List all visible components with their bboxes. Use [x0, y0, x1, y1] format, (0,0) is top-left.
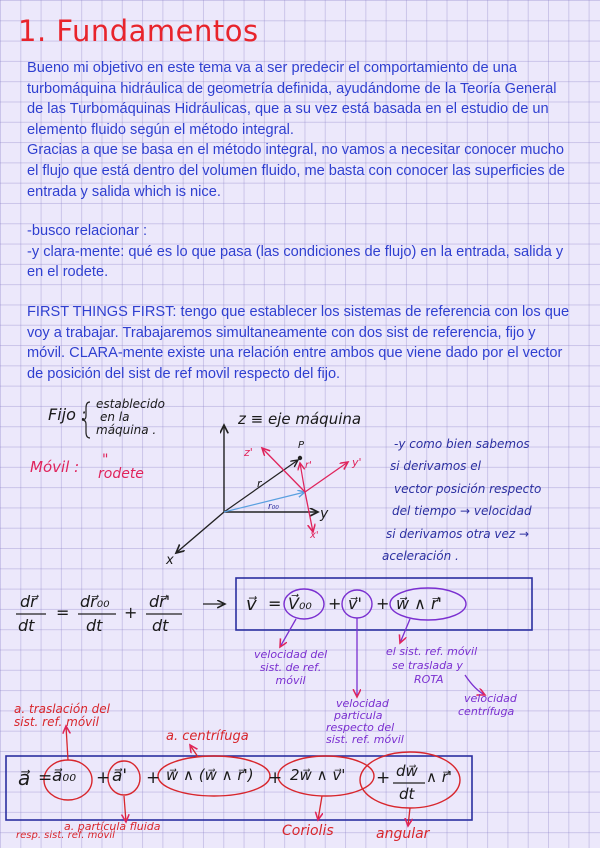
dr00-denominator: dt [86, 616, 103, 635]
plus-7: + [376, 768, 391, 788]
annot-centrifugal-velocity: velocidad centrífuga [458, 692, 517, 718]
movil-label: Móvil : [30, 458, 80, 476]
objective-paragraph: -busco relacionar : -y clara-mente: qué es lo que pasa (las condiciones de flujo) en la entrada, salida y en el rodete. [27, 223, 564, 281]
centrifugal-term: w⃗ ∧ (w⃗ ∧ r⃗') [166, 766, 254, 784]
r00-label: r₀₀ [268, 502, 279, 512]
annot-velocity-frame: velocidad del sist. de ref. móvil [254, 648, 328, 687]
annot-frame-moves: el sist. ref. móvil se traslada y ROTA [386, 645, 478, 686]
aprime-term: a⃗' [112, 766, 128, 786]
movil-ditto: " [102, 452, 109, 468]
annot-resp: resp. sist. ref. móvil [16, 830, 115, 841]
angular-denominator: dt [399, 785, 415, 803]
point-p [298, 456, 302, 460]
dr-denominator: dt [18, 616, 35, 635]
a-vector: a⃗ [18, 766, 31, 790]
plus-3: + [376, 594, 390, 613]
plus-4: + [96, 768, 111, 788]
x-axis [176, 512, 224, 553]
drprime-numerator: dr⃗' [149, 592, 171, 611]
y-axis-label: y [320, 506, 329, 522]
intro-paragraph: Bueno mi objetivo en este tema va a ser predecir el comportamiento de una turbomáquina hidráulica de geometría definida, ayudándome de la Teoría General de las Turbomáquinas Hidráulicas, que a su vez está basada en el estudio de un elemento fluido según el método integral. Gracias a que se basa en el método integral, no vamos a necesitar conocer mucho el flujo que está dentro del volumen fluido, me basta con conocer las superficies de entrada y salida which is nice. [27, 60, 565, 200]
x-axis-label: x [166, 553, 174, 568]
dr-numerator: dr⃗ [20, 592, 37, 611]
vprime-term: v⃗' [348, 594, 362, 613]
plus-1: + [124, 603, 138, 622]
coriolis-term: 2w⃗ ∧ v⃗' [290, 766, 346, 784]
z-axis-label: z ≡ eje máquina [238, 410, 362, 428]
plus-2: + [328, 594, 342, 613]
movil-description: rodete [98, 466, 144, 482]
reference-systems-paragraph: FIRST THINGS FIRST: tengo que establecer los sistemas de referencia con los que voy a trabajar. Trabajaremos simultaneamente con dos sist de referencia, fijo y móvil. CLARA-mente existe una relación entre ambos que viene dado por el vector de posición del sist de ref movil respecto del fijo. [27, 304, 570, 382]
angular-numerator: dw⃗ [396, 762, 418, 780]
annot-angular: angular [376, 826, 430, 842]
annot-centrifugal-accel: a. centrífuga [166, 729, 249, 744]
v00-term: V⃗₀₀ [288, 594, 312, 613]
zprime-axis [262, 448, 305, 492]
annot-particle-accel: a. partícula fluida [64, 820, 161, 833]
dr00-numerator: dr⃗₀₀ [80, 592, 110, 611]
rprime-label: r' [305, 460, 312, 471]
fijo-label: Fijo : [48, 405, 87, 424]
annot-translation-accel: a. traslación del sist. ref. móvil [14, 702, 110, 729]
point-p-label: P [298, 440, 305, 451]
r00-vector [224, 492, 305, 512]
page-title: 1. Fundamentos [18, 14, 259, 48]
plus-6: + [268, 768, 283, 788]
annot-particle-velocity: velocidad particula respecto del sist. ref. móvil [326, 697, 404, 746]
zprime-label: z' [244, 446, 253, 459]
a00-term: a⃗₀₀ [52, 766, 77, 786]
eq-sign-3: = [38, 768, 53, 788]
annot-coriolis: Coriolis [282, 823, 334, 839]
drprime-denominator: dt [152, 616, 169, 635]
plus-5: + [146, 768, 161, 788]
angular-r-term: ∧ r⃗' [426, 768, 453, 786]
r-label: r [257, 477, 262, 490]
yprime-label: y' [352, 456, 362, 469]
xprime-label: x' [310, 530, 319, 541]
derivative-note: -y como bien sabemos si derivamos el vector posición respecto del tiempo → velocidad si derivamos otra vez → aceleración . [382, 437, 542, 564]
w-cross-r-term: w⃗ ∧ r⃗' [396, 594, 442, 613]
eq-sign-2: = [268, 594, 282, 613]
eq-sign-1: = [56, 603, 70, 622]
v-vector: v⃗ [246, 594, 257, 615]
fijo-description: establecido en la máquina . [96, 397, 165, 437]
